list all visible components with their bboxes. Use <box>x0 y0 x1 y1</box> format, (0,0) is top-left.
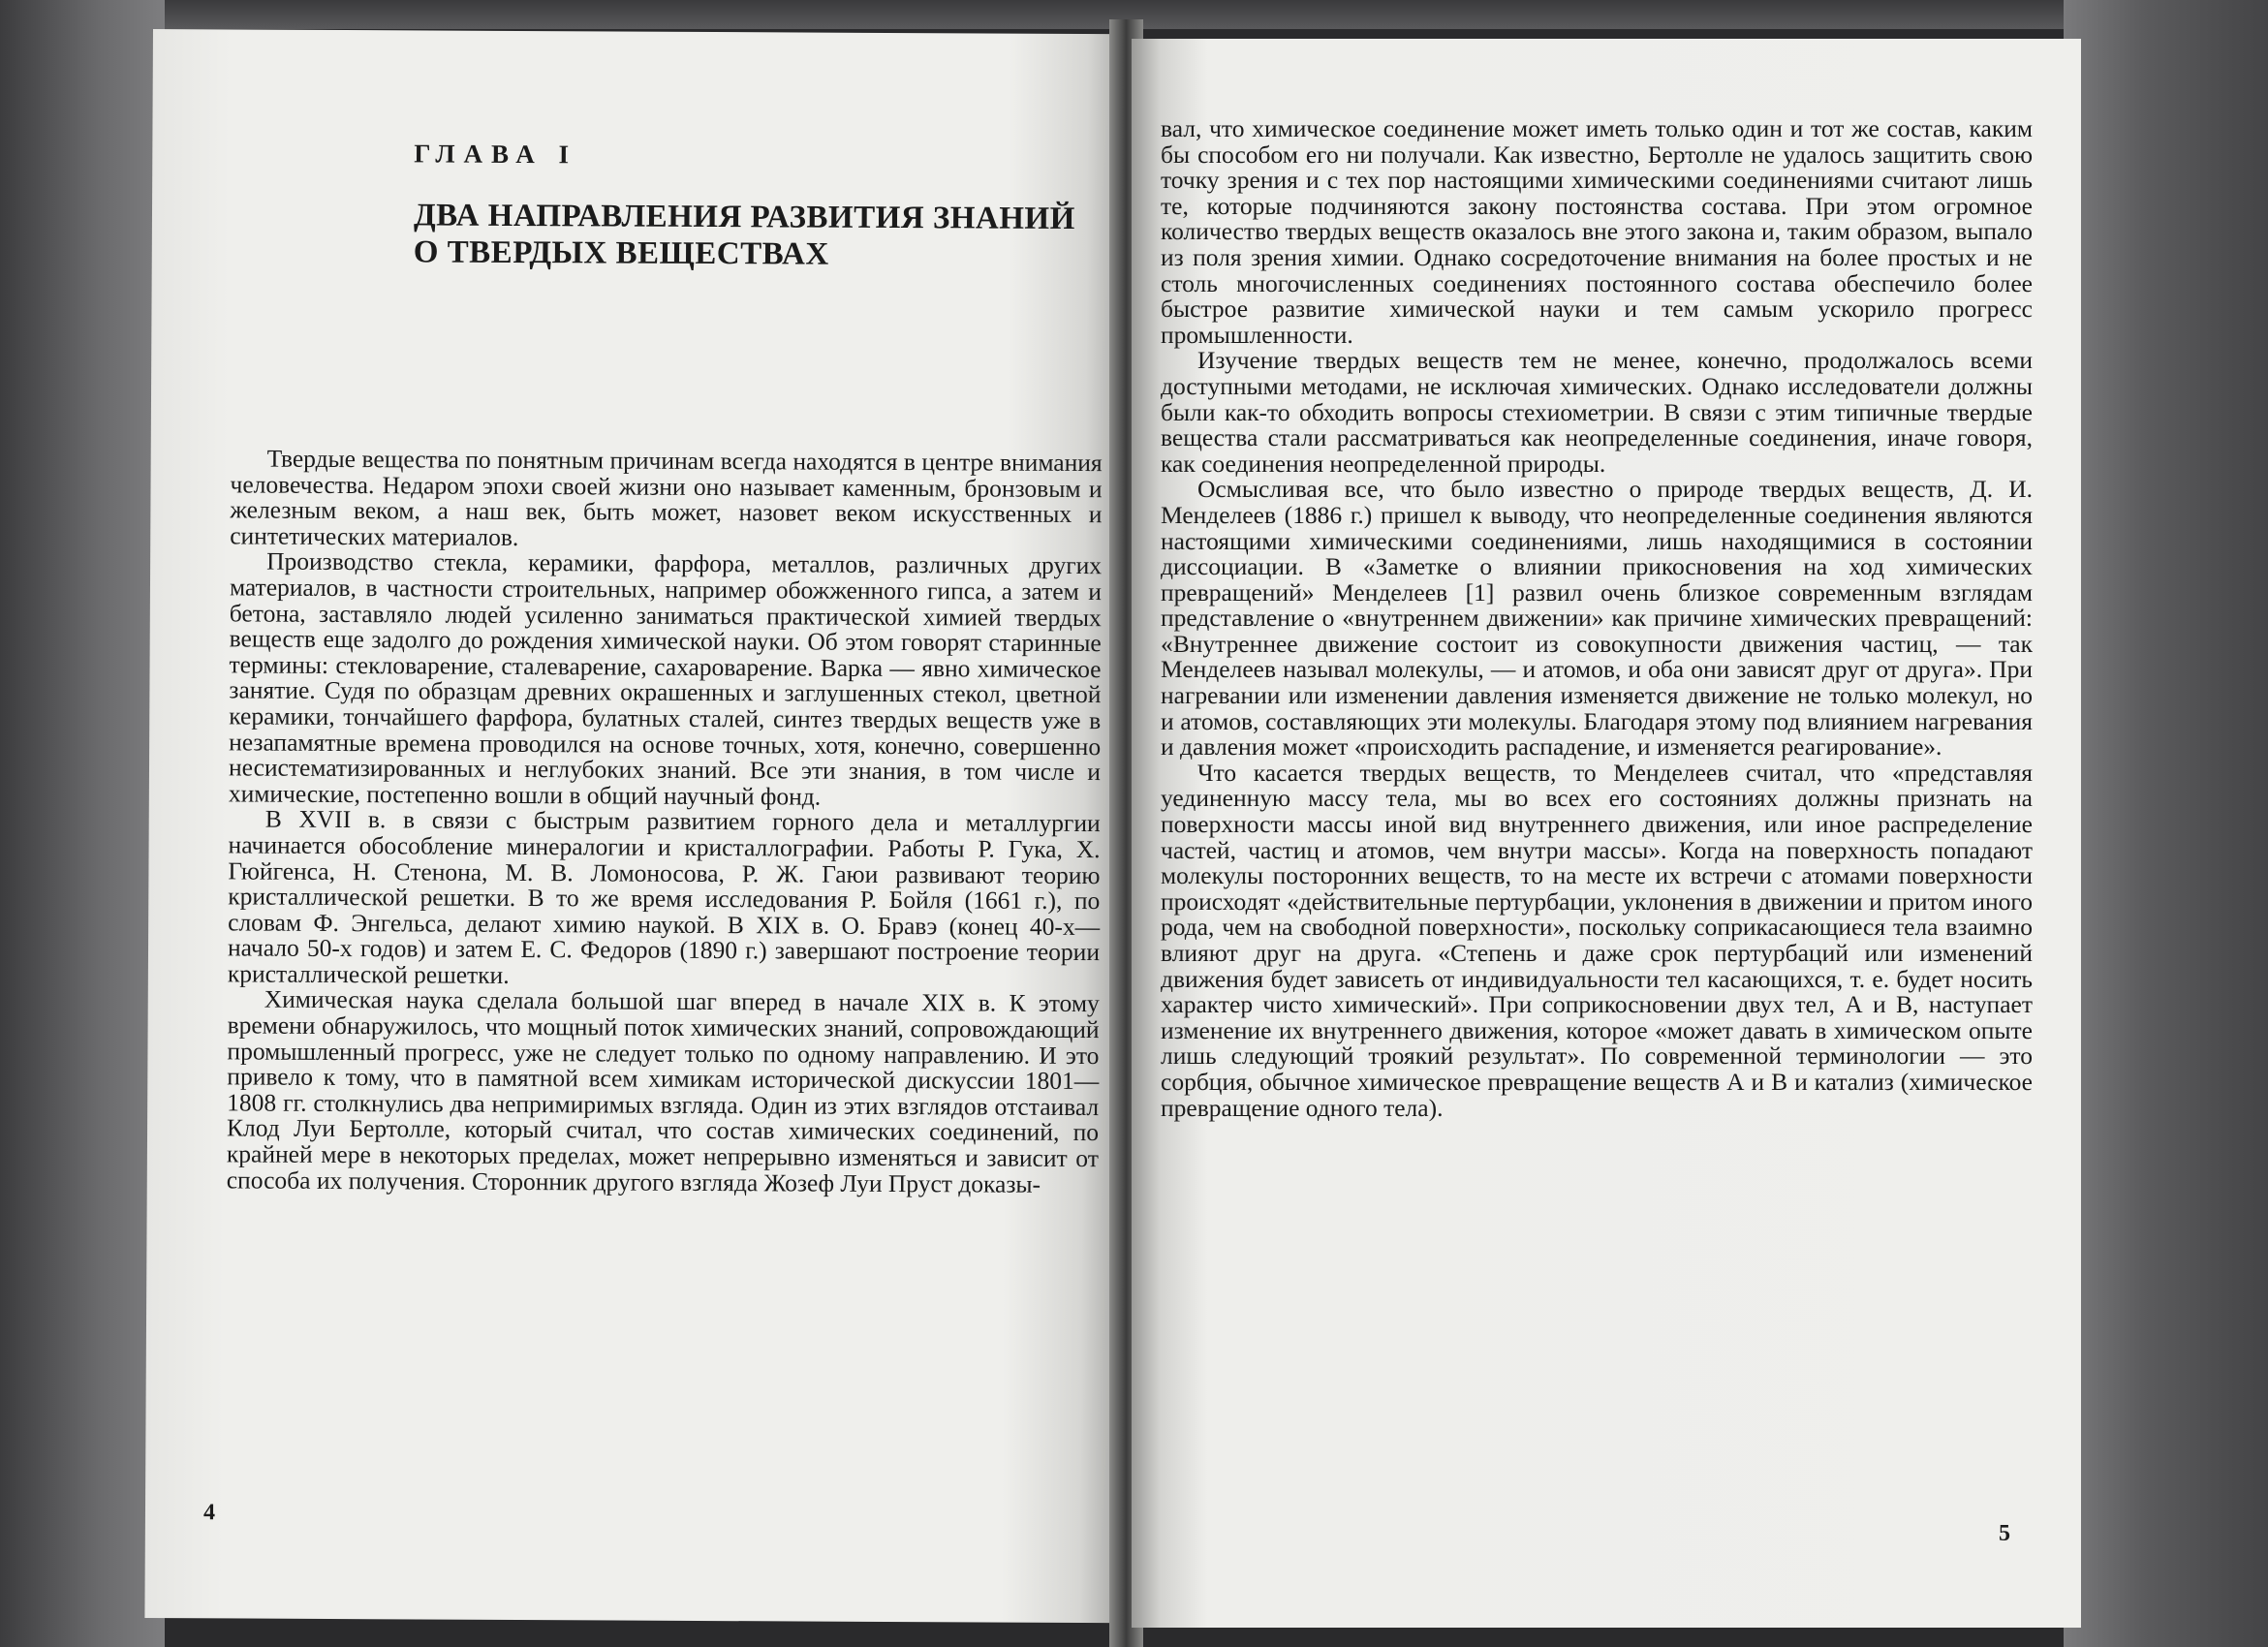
chapter-title-line: ДВА НАПРАВЛЕНИЯ РАЗВИТИЯ ЗНАНИЙ <box>413 198 1075 236</box>
paragraph: В XVII в. в связи с быстрым развитием горного дела и металлургии начинается обособление минералогии и кристаллографии. Работы Р. Гука, Х. Гюйгенса, Н. Стенона, М. В. Ломоносова, Р. Ж. Гаюи развивают теорию кристаллической решетки. В то же время исследования Р. Бойля (1661 г.), по словам Ф. Энгельса, делают химию наукой. В XIX в. О. Бравэ (конец 40-х—начало 50-х годов) и затем Е. С. Федоров (1890 г.) завершают построение теории кристаллической решетки. <box>227 804 1101 989</box>
book-cover-left-edge <box>0 0 165 1647</box>
page-number-right: 5 <box>1999 1521 2010 1546</box>
left-page-body <box>227 446 1103 1197</box>
left-page <box>144 29 1127 1623</box>
paragraph: Химическая наука сделала большой шаг вперед в начале XIX в. К этому времени обнаружилось, что мощный поток химических знаний, сопровождающий промышленный прогресс, уже не следует только по одному направлению. И это привело к тому, что в памятной всем химикам исторической дискуссии 1801—1808 гг. столкнулись два непримиримых взгляда. Один из этих взглядов отстаивал Клод Луи Бертолле, который считал, что состав химических соединений, по крайней мере в некоторых пределах, может непрерывно изменяться и зависит от способа их получения. Сторонник другого взгляда Жозеф Луи Пруст доказы- <box>226 985 1100 1198</box>
right-page <box>1132 39 2081 1628</box>
paragraph: Изучение твердых веществ тем не менее, конечно, продолжалось всеми доступными методами, не исключая химических. Однако исследователи должны были как-то обходить вопросы стехиометрии. В связи с этим типичные твердые вещества стали рассматриваться как неопределенные соединения, иначе говоря, как соединения неопределенной природы. <box>1161 346 2033 478</box>
paragraph: Твердые вещества по понятным причинам всегда находятся в центре внимания человечества. Недаром эпохи своей жизни оно называет каменным, бронзовым и железным веком, а наш век, быть может, назовет веком искусственных и синтетических материалов. <box>230 444 1103 551</box>
book-cover-right-edge <box>2064 0 2268 1647</box>
paragraph: Производство стекла, керамики, фарфора, металлов, различных других материалов, в частности строительных, например обожженного гипса, а затем и бетона, заставляло людей усиленно заниматься практической химией твердых веществ еще задолго до рождения химической науки. Об этом говорят старинные термины: стекловарение, сталеварение, сахароварение. Варка — явно химическое занятие. Судя по образцам древних окрашенных и заглушенных стекол, цветной керамики, тончайшего фарфора, булатных сталей, синтез твердых веществ уже в незапамятные времена проводился на основе точных, хотя, конечно, совершенно несистематизированных и неглубоких знаний. Все эти знания, в том числе и химические, постепенно вошли в общий научный фонд. <box>228 546 1103 811</box>
page-number-left: 4 <box>202 1500 216 1526</box>
paragraph-continued: вал, что химическое соединение может иметь только один и тот же состав, каким бы способом его ни получали. Как известно, Бертолле не удалось защитить свою точку зрения и с тех пор настоящими химическими соединениями считают лишь те, которые подчиняются закону постоянства состава. При этом огромное количество твердых веществ оказалось вне этого закона и, таким образом, выпало из поля зрения химии. Однако сосредоточение внимания на более простых и не столь многочисленных соединениях постоянного состава обеспечило более быстрое развитие химической науки и тем самым ускорило прогресс промышленности. <box>1161 114 2033 349</box>
chapter-label: ГЛАВА I <box>414 139 578 170</box>
right-page-body <box>1161 116 2033 1121</box>
chapter-title-line: О ТВЕРДЫХ ВЕЩЕСТВАХ <box>413 234 829 272</box>
paragraph: Осмысливая все, что было известно о природе твердых веществ, Д. И. Менделеев (1886 г.) пришел к выводу, что неопределенные соединения являются настоящими химическими соединениями, лишь находящимися в состоянии диссоциации. В «Заметке о влиянии прикосновения на ход химических превращений» Менделеев [1] развил очень близкое современным взглядам представление о «внутреннем движении» как причине химических превращений: «Внутреннее движение состоит из совокупности движения частиц, — так Менделеев называл молекулы, — и атомов, и оба они зависят друг от друга». При нагревании или изменении давления изменяется движение не только молекул, но и атомов, составляющих эти молекулы. Благодаря этому под влиянием нагревания и давления может «происходить распадение, и изменяется реагирование». <box>1161 475 2033 761</box>
paragraph: Что касается твердых веществ, то Менделеев считал, что «представляя уединенную массу тела, мы во всех его состояниях должны признать на поверхности массы иной вид внутреннего движения, или иное распределение частей, частиц и атомов, чем внутри массы». Когда на поверхность попадают молекулы посторонних веществ, то на месте их встречи с атомами поверхности происходят «действительные пертурбации, уклонения в движении и притом иного рода, чем на свободной поверхности», поскольку соприкасающиеся тела взаимно влияют друг на друга. «Степень и даже срок пертурбаций или изменений движения будет зависеть от индивидуальности тел касающихся, т. е. будет носить характер чисто химический». При соприкосновении двух тел, А и В, наступает изменение их внутреннего движения, которое «может давать в химическом опыте лишь следующий троякий результат». По современной терминологии — это сорбция, обычное химическое превращение веществ А и В и катализ (химическое превращение одного тела). <box>1161 758 2033 1122</box>
chapter-title <box>414 197 1111 274</box>
